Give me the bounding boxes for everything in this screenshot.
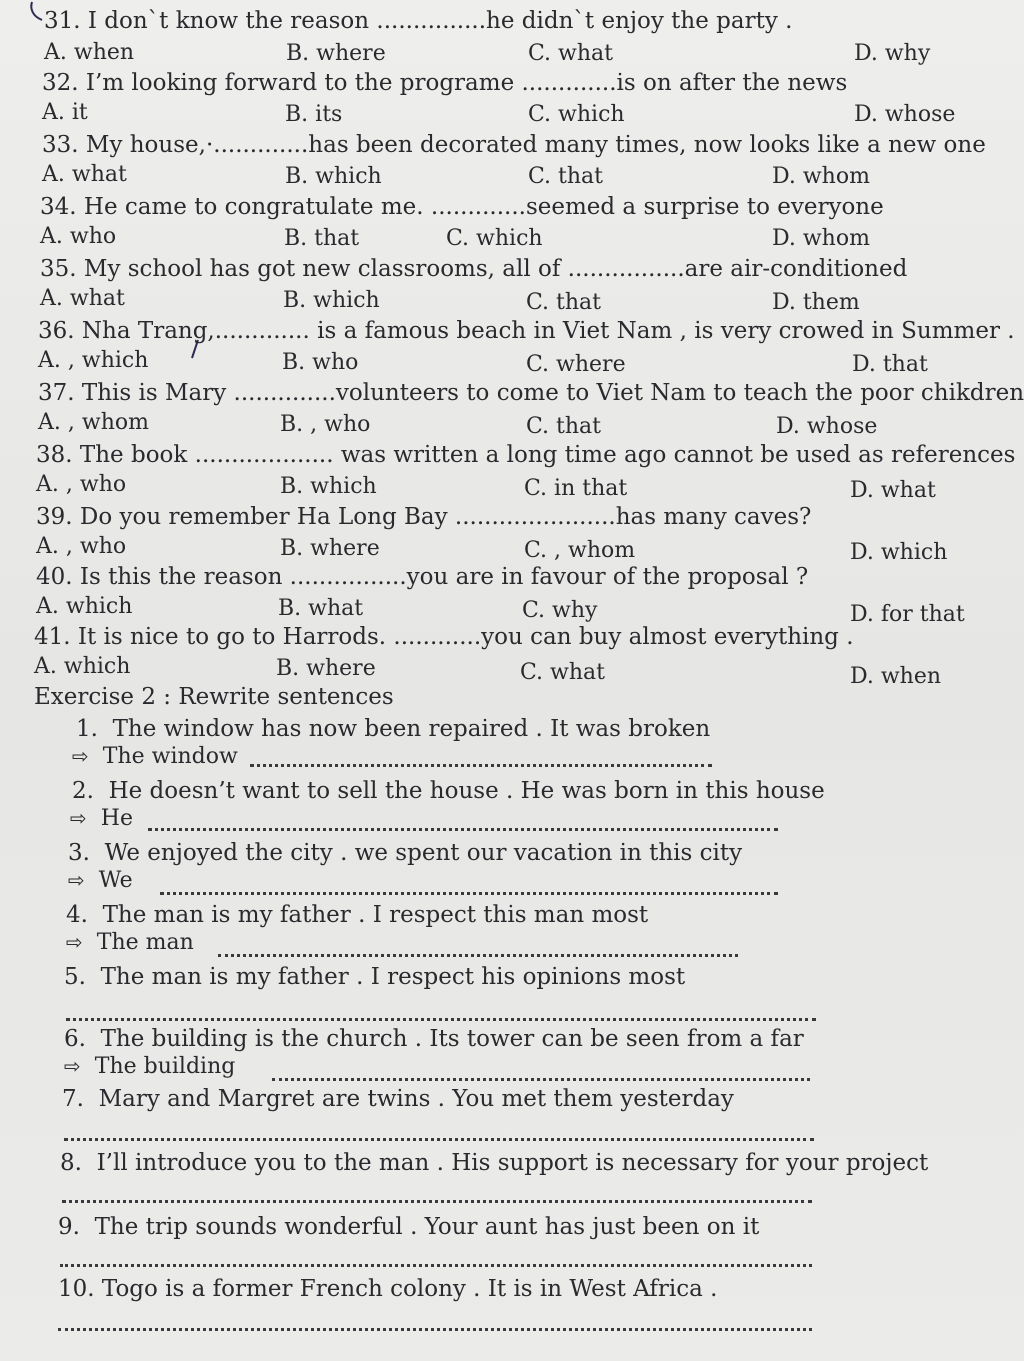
answer-starter: ⇨ The man <box>66 930 194 955</box>
rewrite-item-10: 10. Togo is a former French colony . It is in West Africa . <box>58 1276 718 1302</box>
answer-blank-3[interactable] <box>160 892 778 895</box>
sentence: We enjoyed the city . we spent our vacation in this city <box>104 840 743 866</box>
option-a[interactable]: A. who <box>40 224 117 249</box>
question-35: 35. My school has got new classrooms, all of ................are air-conditioned <box>40 256 908 282</box>
answer-blank-6[interactable] <box>272 1078 810 1081</box>
option-d[interactable]: D. whose <box>854 102 956 127</box>
answer-blank-2[interactable] <box>148 828 778 831</box>
option-d[interactable]: D. when <box>850 664 942 689</box>
option-b[interactable]: B. which <box>285 164 382 189</box>
question-38: 38. The book ................... was written a long time ago cannot be used as references <box>36 442 1016 468</box>
option-b[interactable]: B. where <box>286 41 386 66</box>
rewrite-item-7: 7. Mary and Margret are twins . You met them yesterday <box>62 1086 734 1112</box>
question-stem: Is this the reason ................you are in favour of the proposal ? <box>79 564 809 590</box>
option-d[interactable]: D. whom <box>772 164 870 189</box>
question-stem: The book ................... was written a long time ago cannot be used as references <box>79 442 1016 468</box>
option-c[interactable]: C. that <box>528 164 604 189</box>
option-a[interactable]: A. what <box>42 162 127 187</box>
option-c[interactable]: C. in that <box>524 476 628 501</box>
option-a[interactable]: A. which <box>36 594 133 619</box>
option-a[interactable]: A. what <box>40 286 125 311</box>
option-d[interactable]: D. which <box>850 540 948 565</box>
option-a[interactable]: A. which <box>34 654 131 679</box>
answer-starter: ⇨ The window <box>72 744 238 769</box>
question-39: 39. Do you remember Ha Long Bay ......................has many caves? <box>36 504 812 530</box>
option-c[interactable]: C. which <box>528 102 625 127</box>
answer-blank-7[interactable] <box>64 1138 814 1141</box>
arrow-right-icon: ⇨ <box>68 868 85 892</box>
question-36: 36. Nha Trang,............. is a famous beach in Viet Nam , is very crowed in Summer . <box>38 318 1015 344</box>
sentence: The building is the church . Its tower can be seen from a far <box>100 1026 804 1052</box>
option-b[interactable]: B. where <box>280 536 380 561</box>
option-a[interactable]: A. it <box>42 100 88 125</box>
arrow-right-icon: ⇨ <box>70 806 87 830</box>
option-a[interactable]: A. , who <box>36 534 127 559</box>
option-b[interactable]: B. where <box>276 656 376 681</box>
question-stem: My house,·.............has been decorated many times, now looks like a new one <box>85 132 986 158</box>
answer-blank-8[interactable] <box>62 1200 812 1203</box>
question-41: 41. It is nice to go to Harrods. ............you can buy almost everything . <box>34 624 854 650</box>
question-31: 31. I don`t know the reason ...............he didn`t enjoy the party . <box>44 8 793 34</box>
sentence: Togo is a former French colony . It is in West Africa . <box>101 1276 718 1302</box>
arrow-right-icon: ⇨ <box>64 1054 81 1078</box>
answer-blank-10[interactable] <box>58 1328 812 1331</box>
option-c[interactable]: C. where <box>526 352 626 377</box>
option-d[interactable]: D. what <box>850 478 936 503</box>
question-40: 40. Is this the reason ................you are in favour of the proposal ? <box>36 564 809 590</box>
answer-starter: ⇨ We <box>68 868 133 893</box>
option-b[interactable]: B. which <box>283 288 380 313</box>
option-b[interactable]: B. what <box>278 596 364 621</box>
question-stem: He came to congratulate me. .............seemed a surprise to everyone <box>83 194 884 220</box>
option-d[interactable]: D. why <box>854 41 931 66</box>
question-stem: This is Mary ..............volunteers to come to Viet Nam to teach the poor chikdren <box>81 380 1024 406</box>
rewrite-item-4: 4. The man is my father . I respect this man most <box>66 902 649 928</box>
rewrite-item-5: 5. The man is my father . I respect his opinions most <box>64 964 686 990</box>
answer-blank-1[interactable] <box>250 764 712 767</box>
sentence: The man is my father . I respect this man most <box>102 902 649 928</box>
option-d[interactable]: D. whose <box>776 414 878 439</box>
answer-starter: ⇨ He <box>70 806 133 831</box>
sentence: The window has now been repaired . It was broken <box>112 716 711 742</box>
rewrite-item-6: 6. The building is the church . Its tower can be seen from a far <box>64 1026 804 1052</box>
option-c[interactable]: C. that <box>526 414 602 439</box>
option-b[interactable]: B. its <box>285 102 343 127</box>
rewrite-item-1: 1. The window has now been repaired . It was broken <box>76 716 711 742</box>
option-c[interactable]: C. what <box>528 41 613 66</box>
question-32: 32. I’m looking forward to the programe .............is on after the news <box>42 70 848 96</box>
question-stem: It is nice to go to Harrods. ............you can buy almost everything . <box>77 624 854 650</box>
sentence: Mary and Margret are twins . You met them yesterday <box>98 1086 734 1112</box>
question-stem: I’m looking forward to the programe .............is on after the news <box>85 70 848 96</box>
arrow-right-icon: ⇨ <box>72 744 89 768</box>
rewrite-item-2: 2. He doesn’t want to sell the house . He was born in this house <box>72 778 825 804</box>
question-stem: My school has got new classrooms, all of ................are air-conditioned <box>83 256 908 282</box>
option-b[interactable]: B. which <box>280 474 377 499</box>
option-c[interactable]: C. , whom <box>524 538 636 563</box>
question-stem: Do you remember Ha Long Bay ......................has many caves? <box>79 504 812 530</box>
sentence: The trip sounds wonderful . Your aunt has just been on it <box>94 1214 760 1240</box>
sentence: He doesn’t want to sell the house . He was born in this house <box>108 778 825 804</box>
answer-starter: ⇨ The building <box>64 1054 236 1079</box>
option-c[interactable]: C. why <box>522 598 598 623</box>
rewrite-item-9: 9. The trip sounds wonderful . Your aunt has just been on it <box>58 1214 760 1240</box>
option-c[interactable]: C. which <box>446 226 543 251</box>
option-a[interactable]: A. when <box>44 40 135 65</box>
option-d[interactable]: D. whom <box>772 226 870 251</box>
question-34: 34. He came to congratulate me. .............seemed a surprise to everyone <box>40 194 884 220</box>
question-stem: I don`t know the reason ...............he didn`t enjoy the party . <box>87 8 793 34</box>
option-d[interactable]: D. for that <box>850 602 965 627</box>
answer-blank-9[interactable] <box>60 1264 812 1267</box>
answer-blank-5[interactable] <box>66 1018 816 1021</box>
option-b[interactable]: B. that <box>284 226 360 251</box>
option-d[interactable]: D. them <box>772 290 860 315</box>
question-37: 37. This is Mary ..............volunteers to come to Viet Nam to teach the poor chikdren <box>38 380 1024 406</box>
sentence: I’ll introduce you to the man . His support is necessary for your project <box>96 1150 929 1176</box>
question-stem: Nha Trang,............. is a famous beach in Viet Nam , is very crowed in Summer . <box>81 318 1015 344</box>
option-a[interactable]: A. , whom <box>38 410 149 435</box>
option-d[interactable]: D. that <box>852 352 928 377</box>
option-a[interactable]: A. , who <box>36 472 127 497</box>
rewrite-item-3: 3. We enjoyed the city . we spent our vacation in this city <box>68 840 743 866</box>
option-b[interactable]: B. , who <box>280 412 371 437</box>
option-c[interactable]: C. what <box>520 660 605 685</box>
answer-blank-4[interactable] <box>218 954 738 957</box>
question-33: 33. My house,·.............has been decorated many times, now looks like a new one <box>42 132 986 158</box>
option-c[interactable]: C. that <box>526 290 602 315</box>
option-b[interactable]: B. who <box>282 350 359 375</box>
option-a[interactable]: A. , which <box>38 348 149 373</box>
exercise-2-title: Exercise 2 : Rewrite sentences <box>34 684 394 710</box>
sentence: The man is my father . I respect his opinions most <box>100 964 686 990</box>
arrow-right-icon: ⇨ <box>66 930 83 954</box>
rewrite-item-8: 8. I’ll introduce you to the man . His support is necessary for your project <box>60 1150 929 1176</box>
